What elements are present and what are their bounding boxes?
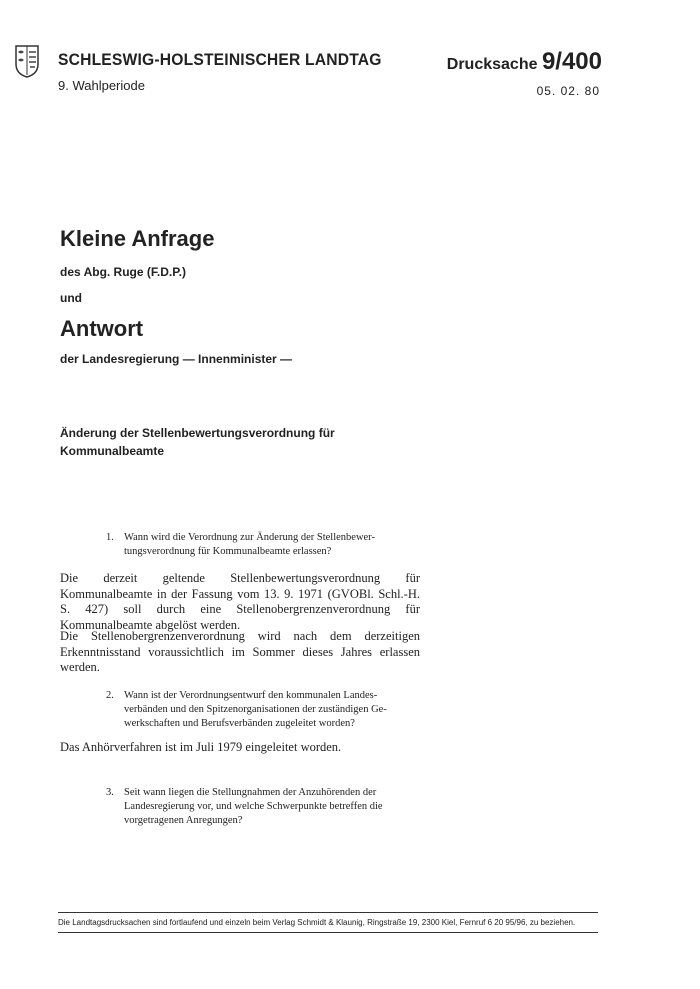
responder-line: der Landesregierung — Innenminister —: [60, 352, 293, 366]
legislative-period: 9. Wahlperiode: [58, 78, 145, 93]
subject-line: Änderung der Stellenbewertungsverordnung für Kommunalbeamte: [60, 426, 335, 458]
question-3: 3. Seit wann liegen die Stellungnahmen der Anzuhörenden der Landesregierung vor, und welche Schwerpunkte betreffen die vorgetragenen Anregungen?: [106, 787, 383, 826]
question-2: 2. Wann ist der Verordnungsentwurf den kommunalen Landes- verbänden und den Spitzenorganisationen der zuständigen Ge- werkschaften und Berufsverbänden zugeleitet worden?: [106, 690, 387, 729]
document-date: 05. 02. 80: [536, 84, 600, 98]
coat-of-arms-icon: [14, 44, 40, 78]
answer-heading: Antwort: [60, 316, 144, 341]
footer-rule-bottom: [58, 932, 598, 933]
question-number: 1.: [106, 532, 114, 543]
and-line: und: [60, 291, 82, 305]
document-number-value: 9/400: [541, 48, 602, 75]
parliament-name: SCHLESWIG-HOLSTEINISCHER LANDTAG: [58, 50, 382, 69]
footer-rule-top: [58, 912, 598, 913]
inquiry-heading: Kleine Anfrage: [60, 226, 215, 251]
document-label: Drucksache: [446, 56, 538, 73]
question-number: 3.: [106, 787, 114, 798]
question-1: 1. Wann wird die Verordnung zur Änderung der Stellenbewer- tungsverordnung für Kommunalbeamte erlassen?: [106, 532, 375, 557]
answer-1-paragraph-1: Die derzeit geltende Stellenbewertungsverordnung für Kommunalbeamte in der Fassung vom 13. 9. 1971 (GVOBl. Schl.-H. S. 427) soll durch eine Stellenobergrenzenverordnung für Kommunalbeamte abgelöst werden.: [60, 571, 420, 632]
answer-2: Das Anhörverfahren ist im Juli 1979 eingeleitet worden.: [60, 740, 342, 754]
question-number: 2.: [106, 690, 114, 701]
answer-1-paragraph-2: Die Stellenobergrenzenverordnung wird nach dem derzeitigen Erkenntnisstand voraussichtlich im Sommer dieses Jahres erlassen werden.: [60, 629, 420, 674]
document-number: [447, 48, 602, 76]
footer-note: Die Landtagsdrucksachen sind fortlaufend und einzeln beim Verlag Schmidt & Klaunig, Ringstraße 19, 2300 Kiel, Fernruf 6 20 95/96, zu beziehen.: [58, 918, 576, 927]
inquirer-line: des Abg. Ruge (F.D.P.): [60, 265, 187, 279]
